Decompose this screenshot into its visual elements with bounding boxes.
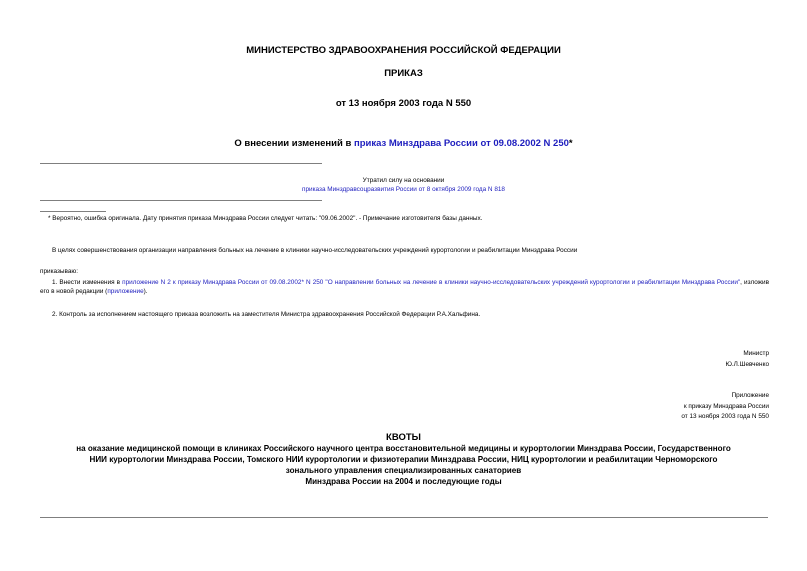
order-item-1	[40, 279, 769, 296]
signature-name: Ю.Л.Шевченко	[725, 361, 769, 368]
order-item-2: 2. Контроль за исполнением настоящего приказа возложить на заместителя Министра здравоохранения Российской Федерации Р.А.Хальфина.	[52, 311, 481, 318]
item1-text-end: ).	[143, 287, 148, 295]
quotas-line-4: Минздрава России на 2004 и последующие годы	[305, 477, 502, 486]
quotas-line-3: зонального управления специализированных санаториев	[285, 466, 522, 475]
quotas-subtitle	[0, 443, 807, 487]
appendix-label: Приложение	[731, 392, 769, 399]
quotas-line-1: на оказание медицинской помощи в клиниках Российского научного центра восстановительной медицины и курортологии Минздрава России, Государственного	[76, 444, 731, 453]
footnote: * Вероятно, ошибка оригинала. Дату принятия приказа Минздрава России следует читать: "09.06.2002". - Примечание изготовителя базы данных.	[48, 215, 483, 222]
quotas-line-2: НИИ курортологии Минздрава России, Томского НИИ курортологии и физиотерапии Минздрава России, НИЦ курортологии и реабилитации Черноморского	[89, 455, 718, 464]
item1-link[interactable]: приложение N 2 к приказу Минздрава России от 09.08.2002* N 250 "О направлении больных на лечение в клиники научно-исследовательских учреждений курортологии и реабилитации Минздрава России"	[122, 279, 741, 286]
status-note: Утратил силу на основании	[362, 177, 445, 184]
quotas-title: КВОТЫ	[386, 432, 421, 443]
appendix-ref-line1: к приказу Минздрава России	[683, 403, 769, 410]
order-word: приказываю:	[40, 268, 78, 275]
document-date-number: от 13 ноября 2003 года N 550	[335, 98, 472, 109]
title-asterisk: *	[568, 138, 573, 149]
appendix-ref-line2: от 13 ноября 2003 года N 550	[681, 413, 769, 420]
title-prefix: О внесении изменений в	[234, 138, 354, 149]
preamble-text: В целях совершенствования организации направления больных на лечение в клиники научно-исследовательских учреждений курортологии и реабилитации Минздрава России	[52, 247, 578, 254]
separator-line	[40, 200, 322, 201]
separator-line	[40, 163, 322, 164]
item1-text: 1. Внести изменения в	[52, 279, 123, 286]
document-type: ПРИКАЗ	[384, 68, 423, 79]
footnote-rule	[40, 211, 106, 212]
item1-text-cont: , изложив его в новой редакции (	[40, 279, 769, 295]
table-top-rule	[40, 517, 768, 518]
appendix-link[interactable]: приложение	[107, 287, 144, 295]
document-title	[0, 138, 807, 149]
ministry-heading: МИНИСТЕРСТВО ЗДРАВООХРАНЕНИЯ РОССИЙСКОЙ ФЕДЕРАЦИИ	[246, 45, 561, 56]
status-link[interactable]: приказа Минздравсоцразвития России от 8 октября 2009 года N 818	[302, 186, 505, 193]
title-link[interactable]: приказ Минздрава России от 09.08.2002 N 250	[353, 138, 569, 149]
signature-position: Министр	[743, 350, 769, 357]
